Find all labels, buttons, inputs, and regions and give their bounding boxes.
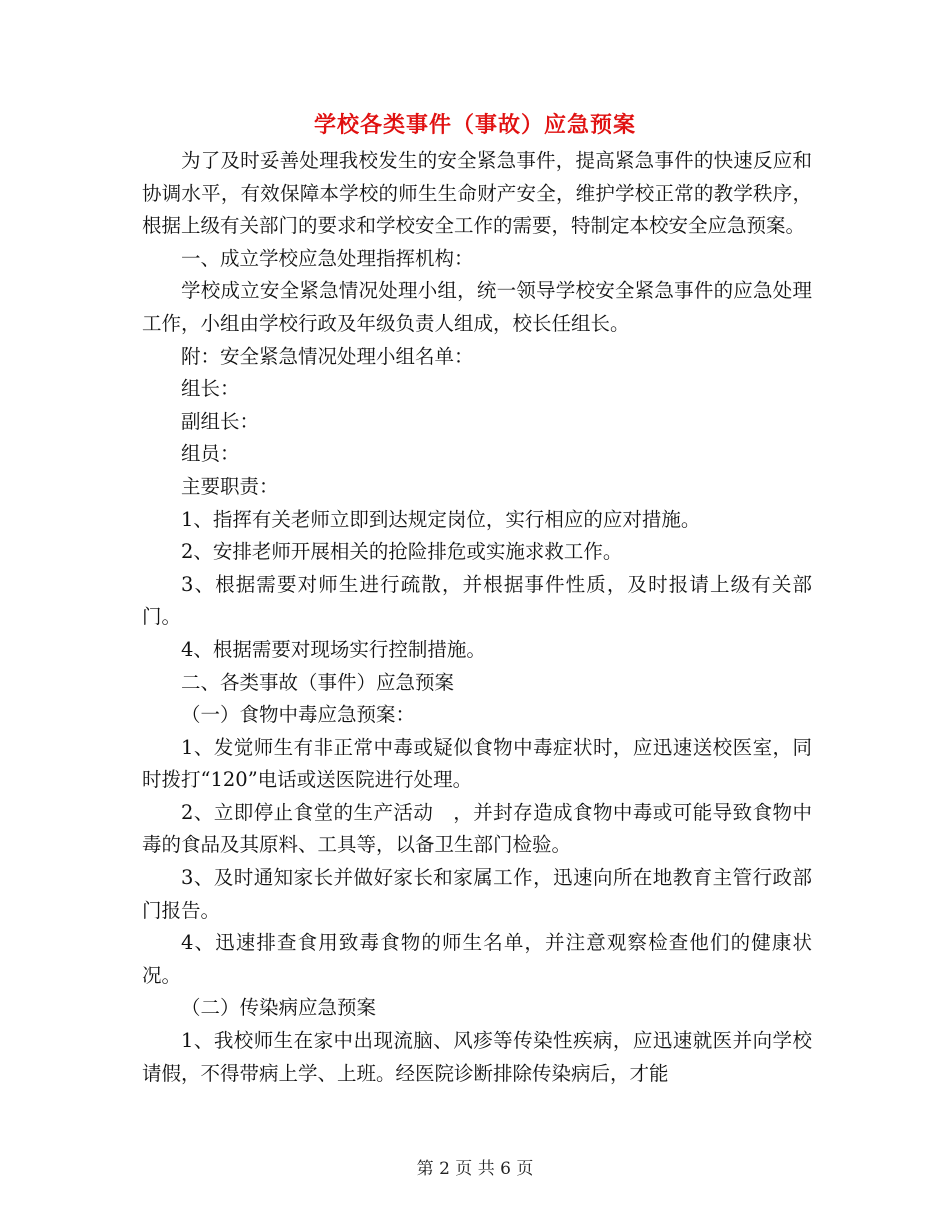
list-item: 1、我校师生在家中出现流脑、风疹等传染性疾病，应迅速就医并向学校请假，不得带病上学、上班。经医院诊断排除传染病后，才能 [142, 1029, 812, 1085]
list-item: 2、立即停止食堂的生产活动 ，并封存造成食物中毒或可能导致食物中毒的食品及其原料、工具等，以备卫生部门检验。 [142, 800, 812, 857]
document-body [142, 145, 812, 1090]
list-item: 3、根据需要对师生进行疏散，并根据事件性质，及时报请上级有关部门。 [142, 572, 812, 629]
subsection-heading: （二）传染病应急预案 [181, 996, 377, 1020]
list-item: 副组长： [181, 409, 260, 433]
list-item: 1、指挥有关老师立即到达规定岗位，实行相应的应对措施。 [181, 507, 701, 531]
section-heading-2: 二、各类事故（事件）应急预案 [181, 670, 455, 694]
list-item: 1、发觉师生有非正常中毒或疑似食物中毒症状时，应迅速送校医室，同时拨打“120”电话或送医院进行处理。 [142, 735, 812, 792]
list-item: 4、迅速排查食用致毒食物的师生名单，并注意观察检查他们的健康状况。 [142, 931, 812, 987]
list-item: 2、安排老师开展相关的抢险排危或实施求救工作。 [181, 540, 623, 564]
list-item: 组长： [181, 377, 240, 401]
document-title: 学校各类事件（事故）应急预案 [313, 112, 636, 138]
list-item: 4、根据需要对现场实行控制措施。 [181, 637, 486, 661]
list-item: 3、及时通知家长并做好家长和家属工作，迅速向所在地教育主管行政部门报告。 [142, 866, 812, 922]
paragraph: 学校成立安全紧急情况处理小组，统一领导学校安全紧急事件的应急处理工作，小组由学校行政及年级负责人组成，校长任组长。 [142, 279, 812, 335]
paragraph: 附：安全紧急情况处理小组名单： [181, 344, 474, 368]
paragraph: 主要职责： [181, 474, 279, 498]
page-number: 第 2 页 共 6 页 [416, 1159, 534, 1179]
section-heading-1: 一、成立学校应急处理指挥机构： [181, 246, 474, 270]
subsection-heading: （一）食物中毒应急预案： [181, 703, 416, 727]
paragraph-intro: 为了及时妥善处理我校发生的安全紧急事件，提高紧急事件的快速反应和协调水平，有效保障本学校的师生生命财产安全，维护学校正常的教学秩序，根据上级有关部门的要求和学校安全工作的需要，特制定本校安全应急预案。 [142, 149, 812, 238]
list-item: 组员： [181, 442, 240, 466]
